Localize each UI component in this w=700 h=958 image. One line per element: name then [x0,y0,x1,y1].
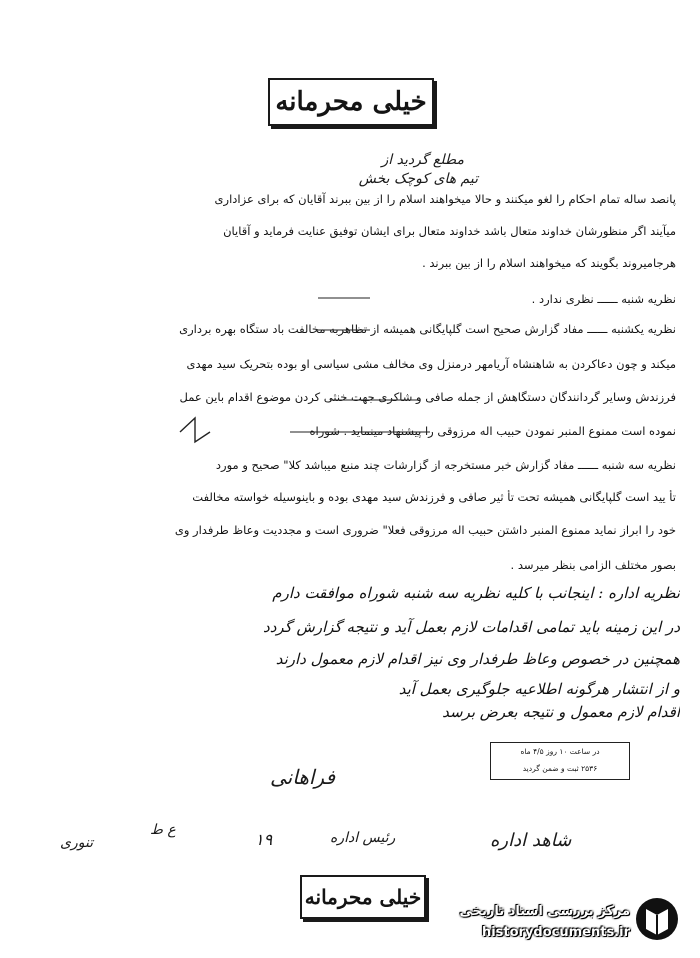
body-line: میآیند اگر منظورشان خداوند متعال باشد خداوند متعال برای ایشان توفیق عنایت فرماید و آقایان [223,224,676,238]
body-line: نموده است ممنوع المنبر نمودن حبیب اله مرزوقی را پیشنهاد مینماید . شوراه [309,424,676,438]
signature-5: فراهانی [270,765,336,789]
signature-4: رئیس اداره [330,830,396,846]
archive-logo-icon [634,895,680,943]
signature-2: ع ط [150,822,176,838]
body-line: هرجامیروند بگویند که میخواهند اسلام را از بین ببرند . [422,256,676,270]
receipt-stamp-line1: در ساعت ۱۰ روز ۴/۵ ماه [520,747,600,756]
handwritten-note-top-line2: تیم های کوچک بخش [358,171,478,187]
handwritten-line: و از انتشار هرگونه اطلاعیه جلوگیری بعمل آید [398,680,680,698]
watermark-title: مرکز بررسی اسناد تاریخی [459,904,630,919]
watermark-url: historydocuments.ir [481,925,630,940]
body-line: پانصد ساله تمام احکام را لغو میکنند و حالا میخواهند اسلام را از بین ببرند آقایان که برای عزاداری [214,192,676,206]
signature-3: ۱۹ [255,830,273,849]
body-line: بصور مختلف الزامی بنظر میرسد . [510,558,676,572]
body-line: نظریه شنبه ــــــ نظری ندارد . [531,292,676,306]
signature-1: تنوری [60,835,94,851]
receipt-stamp-line2: ۲۵۳۶ ثبت و ضمن گردید [522,764,598,773]
classification-stamp-bottom: خیلی محرمانه [300,875,426,919]
handwritten-line: نظریه اداره : اینجانب با کلیه نظریه سه شنبه شوراه موافقت دارم [272,584,680,602]
body-line: نظریه یکشنبه ــــــ مفاد گزارش صحیح است گلپایگانی همیشه از تظاهربه مخالفت باد ستگاه بهره برداری [179,322,676,336]
body-line: میکند و چون دعاکردن به شاهنشاه آریامهر درمنزل وی مخالف مشی سیاسی او بوده بتحریک سید مهدی [186,357,676,371]
handwritten-line: همچنین در خصوص وعاظ طرفدار وی نیز اقدام لازم معمول دارند [275,650,680,668]
receipt-stamp [490,742,630,780]
body-line: فرزندش وسایر گردانندگان دستگاهش از جمله صافی و شاکری جهت خنثی کردن موضوع اقدام باین عمل [179,390,676,404]
classification-stamp-top: خیلی محرمانه [268,78,434,126]
body-line: خود را ابراز نماید ممنوع المنبر داشتن حبیب اله مرزوقی فعلا" ضروری است و مجددیت وعاظ طرفدار وی [174,523,676,537]
body-line: تأ یید است گلپایگانی همیشه تحت تأ ثیر صافی و فرزندش سید مهدی بوده و باینوسیله خواسته مخالفت [192,490,676,504]
signature-6: شاهد اداره [490,830,572,851]
body-line: نظریه سه شنبه ــــــ مفاد گزارش خبر مستخرجه از گزارشات چند منبع میباشد کلا" صحیح و مورد [215,458,676,472]
handwritten-line: اقدام لازم معمول و نتیجه بعرض برسد [442,703,680,721]
handwritten-line: در این زمینه باید تمامی اقدامات لازم بعمل آید و نتیجه گزارش گردد [263,618,680,636]
handwritten-note-top-line1: مطلع گردید از [381,152,464,168]
